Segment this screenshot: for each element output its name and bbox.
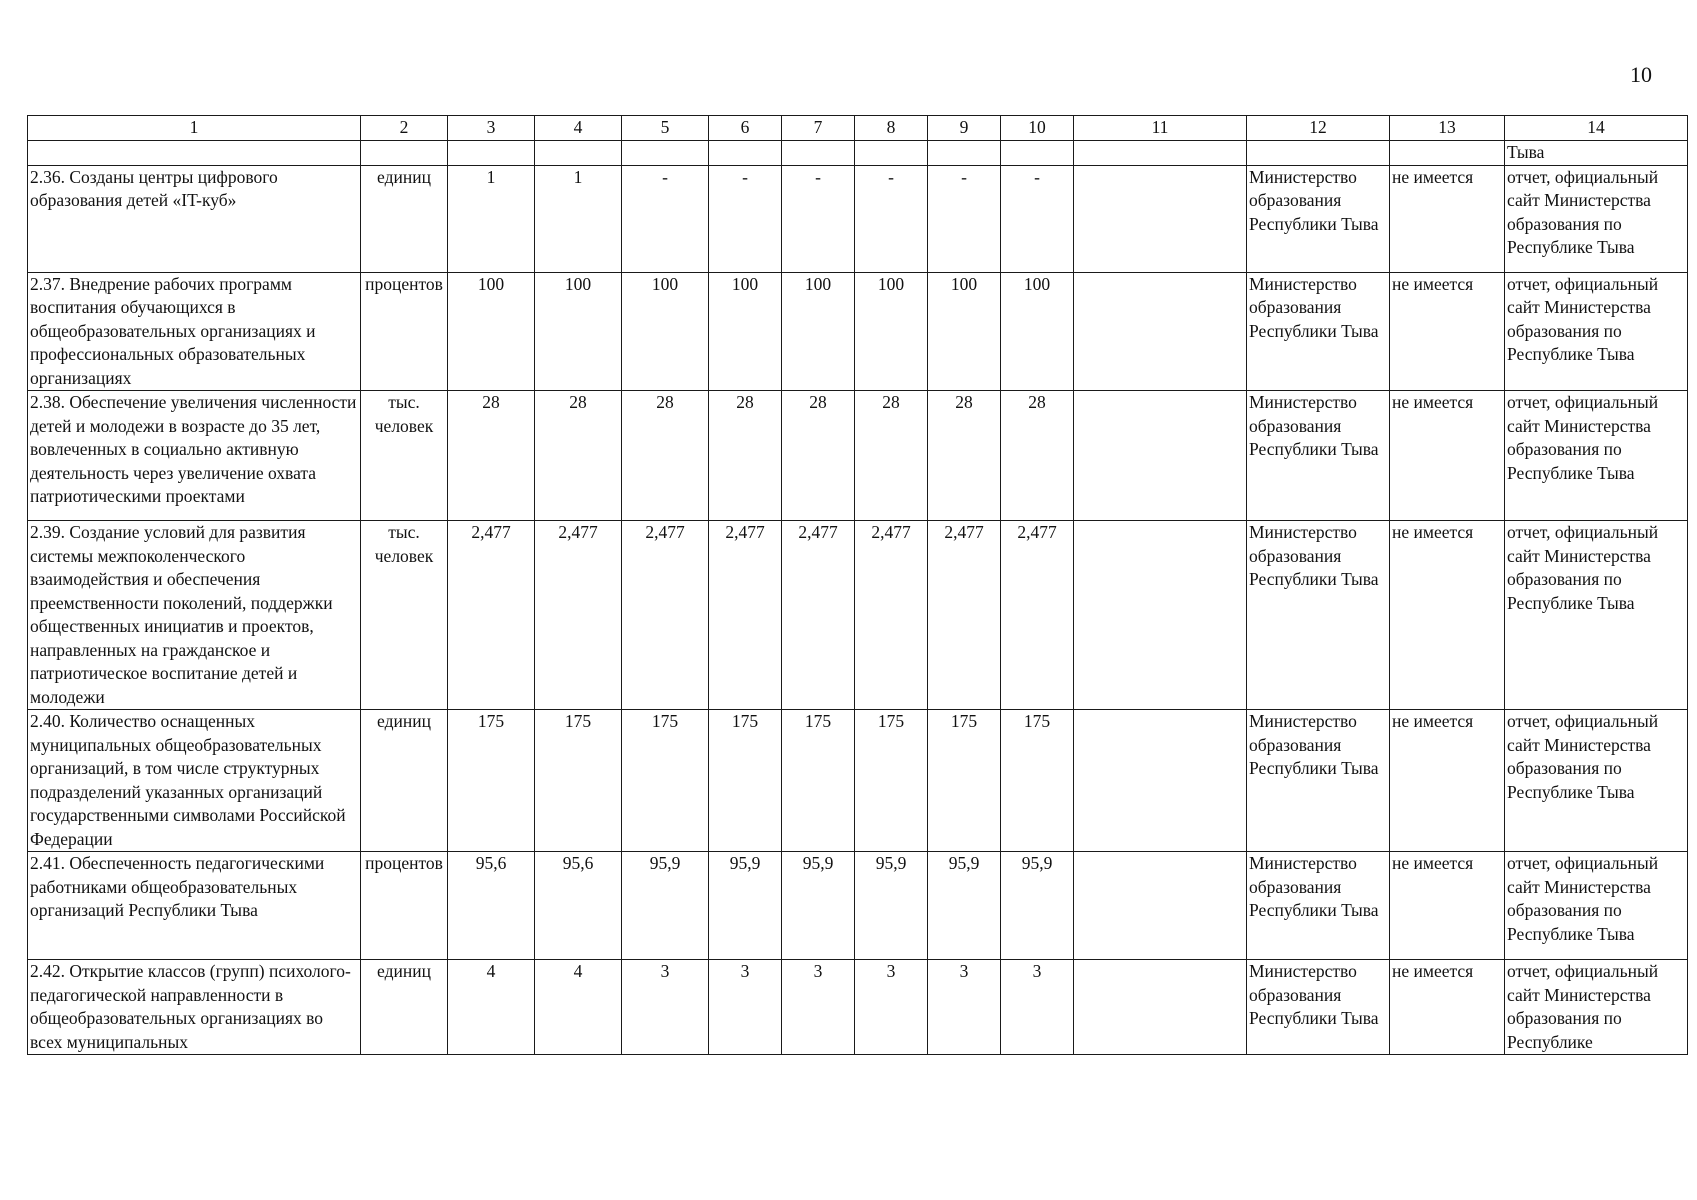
table-row [28,272,1688,391]
header-cell: 6 [709,116,782,141]
responsible-cell: Министерство образования Республики Тыва [1247,710,1390,852]
empty-cell [1074,391,1247,521]
header-cell: 3 [448,116,535,141]
value-cell: 28 [928,391,1001,521]
value-cell: 2,477 [622,521,709,710]
source-cell: отчет, официальный сайт Министерства образования по Республике Тыва [1505,165,1688,272]
value-cell: 4 [535,960,622,1055]
header-cell: 2 [361,116,448,141]
availability-cell: не имеется [1390,391,1505,521]
header-cell: 10 [1001,116,1074,141]
value-cell: 3 [709,960,782,1055]
header-cell: 1 [28,116,361,141]
availability-cell: не имеется [1390,165,1505,272]
header-cell: 7 [782,116,855,141]
empty-cell [1074,272,1247,391]
value-cell: 2,477 [1001,521,1074,710]
indicator-name: 2.41. Обеспеченность педагогическими работниками общеобразовательных организаций Республики Тыва [28,852,361,960]
indicator-name: 2.37. Внедрение рабочих программ воспитания обучающихся в общеобразовательных организациях и профессиональных образовательных организациях [28,272,361,391]
table-row [28,710,1688,852]
header-cell: 14 [1505,116,1688,141]
source-cell: отчет, официальный сайт Министерства образования по Республике Тыва [1505,391,1688,521]
unit-cell: процентов [361,852,448,960]
value-cell: 95,9 [622,852,709,960]
value-cell: 95,6 [448,852,535,960]
empty-cell [1074,960,1247,1055]
value-cell: 175 [1001,710,1074,852]
continuation-source: Тыва [1505,141,1688,166]
page-number: 10 [1630,62,1652,87]
indicator-name: 2.40. Количество оснащенных муниципальных общеобразовательных организаций, в том числе структурных подразделений указанных организаций государственными символами Российской Федерации [28,710,361,852]
value-cell: - [622,165,709,272]
unit-cell: тыс. человек [361,521,448,710]
value-cell: - [709,165,782,272]
header-cell: 13 [1390,116,1505,141]
continuation-row [28,141,1688,166]
value-cell: 2,477 [448,521,535,710]
value-cell: 100 [622,272,709,391]
header-cell: 12 [1247,116,1390,141]
value-cell: 175 [535,710,622,852]
unit-cell: тыс. человек [361,391,448,521]
table-row [28,960,1688,1055]
value-cell: - [782,165,855,272]
header-cell: 5 [622,116,709,141]
value-cell: 175 [448,710,535,852]
value-cell: 95,9 [855,852,928,960]
availability-cell: не имеется [1390,852,1505,960]
value-cell: 2,477 [928,521,1001,710]
value-cell: 175 [782,710,855,852]
unit-cell: единиц [361,710,448,852]
value-cell: 2,477 [855,521,928,710]
value-cell: 28 [855,391,928,521]
responsible-cell: Министерство образования Республики Тыва [1247,852,1390,960]
value-cell: 100 [709,272,782,391]
availability-cell: не имеется [1390,960,1505,1055]
value-cell: - [928,165,1001,272]
responsible-cell: Министерство образования Республики Тыва [1247,521,1390,710]
value-cell: 1 [448,165,535,272]
value-cell: 1 [535,165,622,272]
responsible-cell: Министерство образования Республики Тыва [1247,165,1390,272]
indicator-name: 2.42. Открытие классов (групп) психолого-педагогической направленности в общеобразовательных организациях во всех муниципальных [28,960,361,1055]
value-cell: - [1001,165,1074,272]
indicators-table [27,115,1688,1055]
value-cell: 95,9 [709,852,782,960]
empty-cell [1074,165,1247,272]
responsible-cell: Министерство образования Республики Тыва [1247,960,1390,1055]
indicator-name: 2.36. Созданы центры цифрового образования детей «IT-куб» [28,165,361,272]
table-row [28,521,1688,710]
value-cell: 100 [928,272,1001,391]
empty-cell [1074,852,1247,960]
value-cell: 28 [535,391,622,521]
header-cell: 11 [1074,116,1247,141]
value-cell: 28 [1001,391,1074,521]
value-cell: 28 [782,391,855,521]
value-cell: 2,477 [709,521,782,710]
header-row [28,116,1688,141]
empty-cell [1074,710,1247,852]
table-row [28,852,1688,960]
value-cell: 3 [622,960,709,1055]
unit-cell: процентов [361,272,448,391]
value-cell: 175 [709,710,782,852]
value-cell: 100 [1001,272,1074,391]
table-row [28,391,1688,521]
source-cell: отчет, официальный сайт Министерства образования по Республике Тыва [1505,852,1688,960]
unit-cell: единиц [361,960,448,1055]
availability-cell: не имеется [1390,710,1505,852]
value-cell: 28 [709,391,782,521]
value-cell: 175 [622,710,709,852]
value-cell: 175 [928,710,1001,852]
availability-cell: не имеется [1390,272,1505,391]
value-cell: 2,477 [782,521,855,710]
responsible-cell: Министерство образования Республики Тыва [1247,391,1390,521]
value-cell: 4 [448,960,535,1055]
responsible-cell: Министерство образования Республики Тыва [1247,272,1390,391]
value-cell: 95,9 [782,852,855,960]
source-cell: отчет, официальный сайт Министерства образования по Республике Тыва [1505,521,1688,710]
source-cell: отчет, официальный сайт Министерства образования по Республике [1505,960,1688,1055]
value-cell: 100 [855,272,928,391]
value-cell: 95,9 [928,852,1001,960]
value-cell: 95,9 [1001,852,1074,960]
header-cell: 8 [855,116,928,141]
value-cell: 100 [448,272,535,391]
value-cell: 3 [1001,960,1074,1055]
table-row [28,165,1688,272]
value-cell: 2,477 [535,521,622,710]
indicator-name: 2.39. Создание условий для развития системы межпоколенческого взаимодействия и обеспечения преемственности поколений, поддержки общественных инициатив и проектов, направленных на гражданское и патриотическое воспитание детей и молодежи [28,521,361,710]
value-cell: 28 [448,391,535,521]
value-cell: 3 [782,960,855,1055]
header-cell: 4 [535,116,622,141]
indicator-name: 2.38. Обеспечение увеличения численности детей и молодежи в возрасте до 35 лет, вовлеченных в социально активную деятельность через увеличение охвата патриотическими проектами [28,391,361,521]
value-cell: 28 [622,391,709,521]
value-cell: 3 [928,960,1001,1055]
empty-cell [1074,521,1247,710]
value-cell: 3 [855,960,928,1055]
value-cell: 100 [535,272,622,391]
source-cell: отчет, официальный сайт Министерства образования по Республике Тыва [1505,710,1688,852]
header-cell: 9 [928,116,1001,141]
value-cell: 100 [782,272,855,391]
value-cell: 175 [855,710,928,852]
source-cell: отчет, официальный сайт Министерства образования по Республике Тыва [1505,272,1688,391]
availability-cell: не имеется [1390,521,1505,710]
value-cell: 95,6 [535,852,622,960]
value-cell: - [855,165,928,272]
unit-cell: единиц [361,165,448,272]
